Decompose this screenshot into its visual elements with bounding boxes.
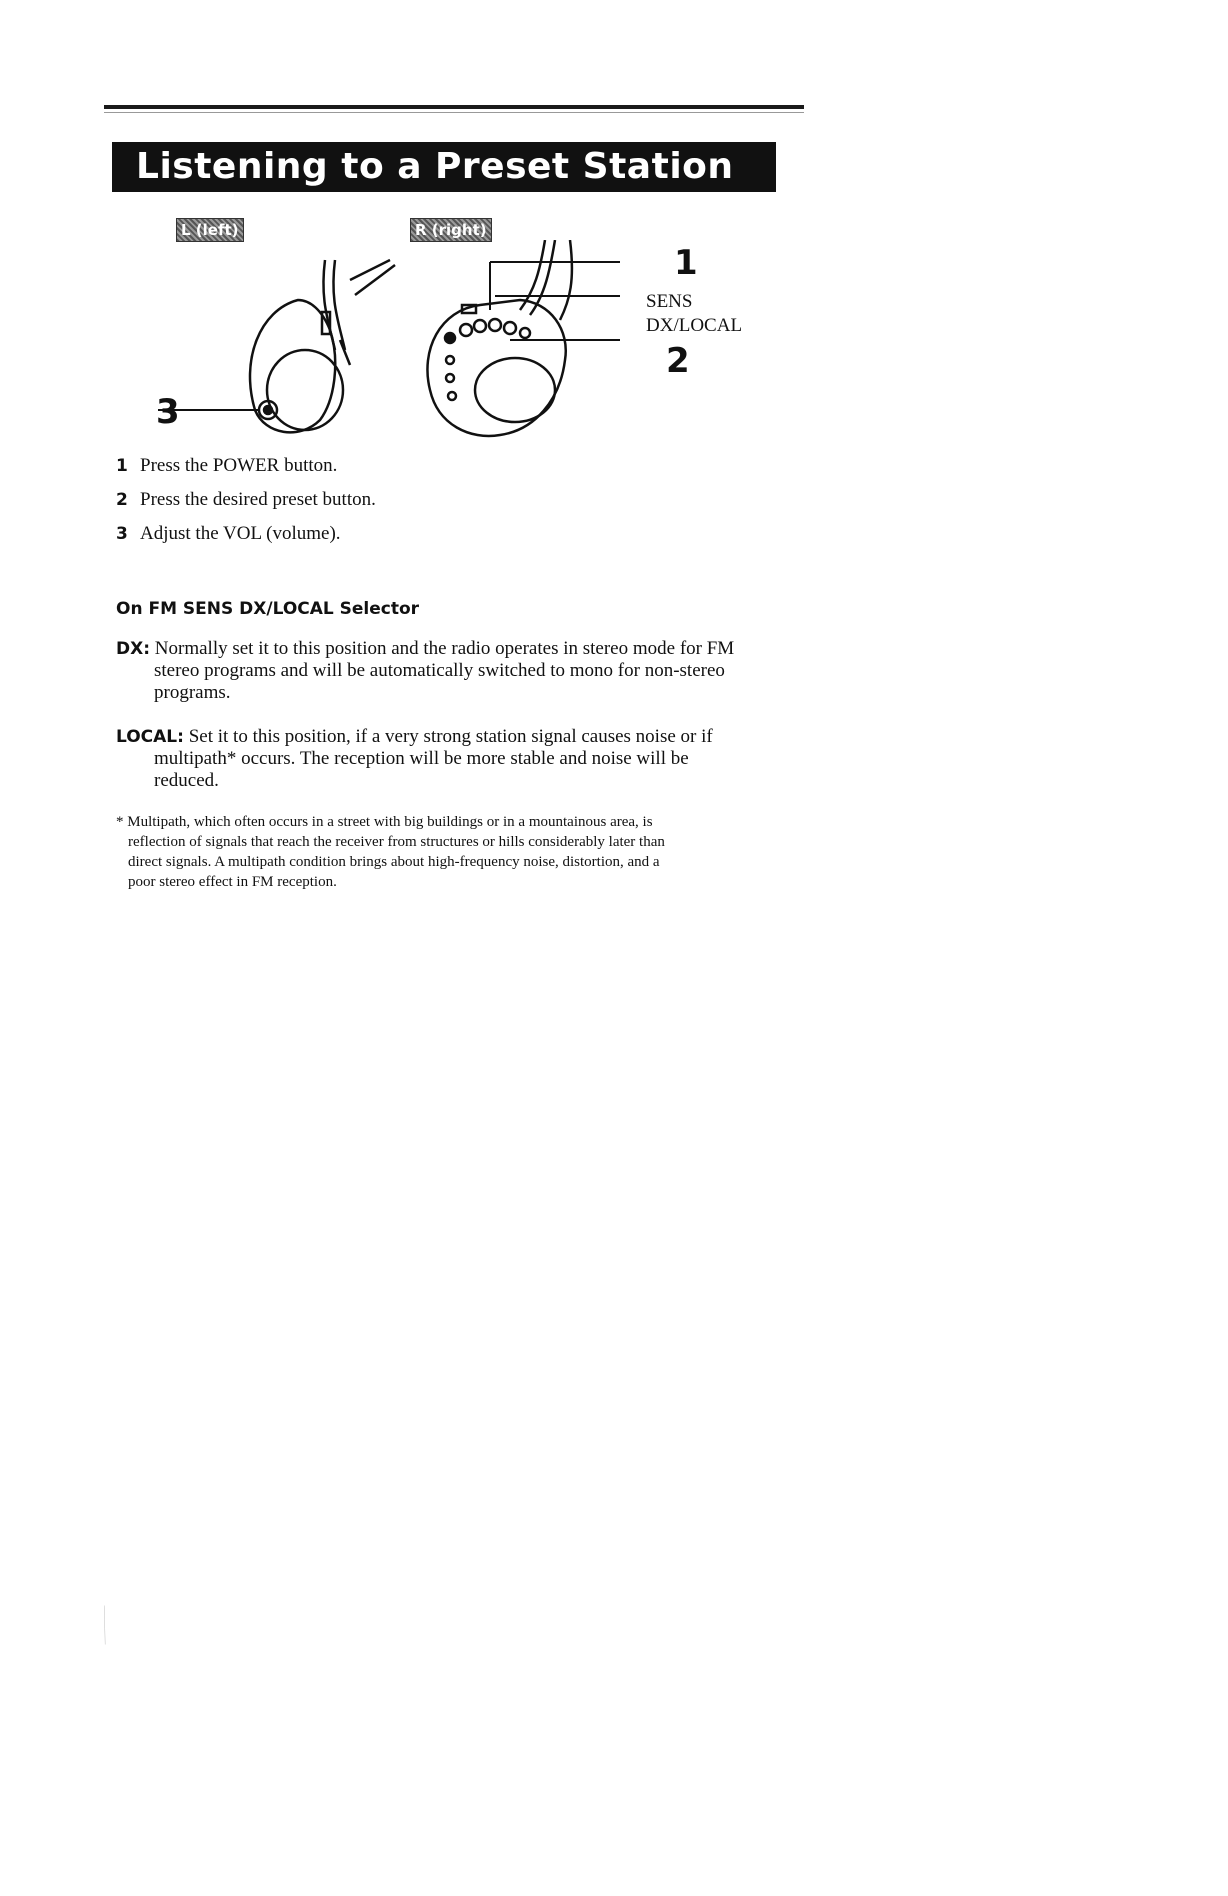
step-item	[116, 488, 616, 522]
step-text: Press the POWER button.	[140, 455, 338, 476]
left-earpiece	[250, 260, 395, 432]
callout-1: 1	[674, 243, 698, 283]
step-number: 2	[116, 490, 128, 510]
headphone-illustration	[150, 240, 620, 440]
step-text: Adjust the VOL (volume).	[140, 523, 341, 544]
steps-list	[116, 454, 616, 556]
right-side-label: R (right)	[410, 218, 492, 242]
selector-heading: On FM SENS DX/LOCAL Selector	[116, 599, 420, 619]
dx-term: DX:	[116, 639, 151, 659]
callout-3: 3	[156, 392, 180, 432]
dx-line-2: stereo programs and will be automatically switched to mono for non-stereo	[154, 660, 725, 681]
top-rule	[104, 105, 804, 109]
step-text: Press the desired preset button.	[140, 489, 376, 510]
top-rule-thin	[104, 112, 804, 113]
step-number: 1	[116, 456, 128, 476]
multipath-footnote	[116, 812, 760, 892]
step-item	[116, 522, 616, 556]
footnote-line-1: * Multipath, which often occurs in a street with big buildings or in a mountainous area, is	[116, 814, 653, 830]
callout-sens: SENS	[646, 291, 693, 312]
dx-definition	[116, 638, 756, 704]
footnote-line-2: reflection of signals that reach the receiver from structures or hills considerably later than	[128, 834, 665, 850]
callout-dxlocal: DX/LOCAL	[646, 315, 743, 336]
left-side-label: L (left)	[176, 218, 244, 242]
footnote-line-4: poor stereo effect in FM reception.	[128, 874, 337, 890]
local-line-3: reduced.	[154, 770, 219, 791]
dx-line-3: programs.	[154, 682, 231, 703]
local-line-2: multipath* occurs. The reception will be more stable and noise will be	[154, 748, 689, 769]
local-term: LOCAL:	[116, 727, 184, 747]
scan-margin-line	[104, 1430, 106, 1820]
local-definition	[116, 726, 756, 792]
callout-leaders	[158, 262, 620, 410]
step-item	[116, 454, 616, 488]
step-number: 3	[116, 524, 128, 544]
page-title: Listening to a Preset Station	[112, 142, 776, 192]
footnote-line-3: direct signals. A multipath condition brings about high-frequency noise, distortion, and a	[128, 854, 660, 870]
dx-line-1: Normally set it to this position and the radio operates in stereo mode for FM	[154, 638, 735, 659]
callout-2: 2	[666, 341, 690, 381]
local-line-1: Set it to this position, if a very strong station signal causes noise or if	[188, 726, 713, 747]
right-earpiece	[427, 240, 572, 436]
